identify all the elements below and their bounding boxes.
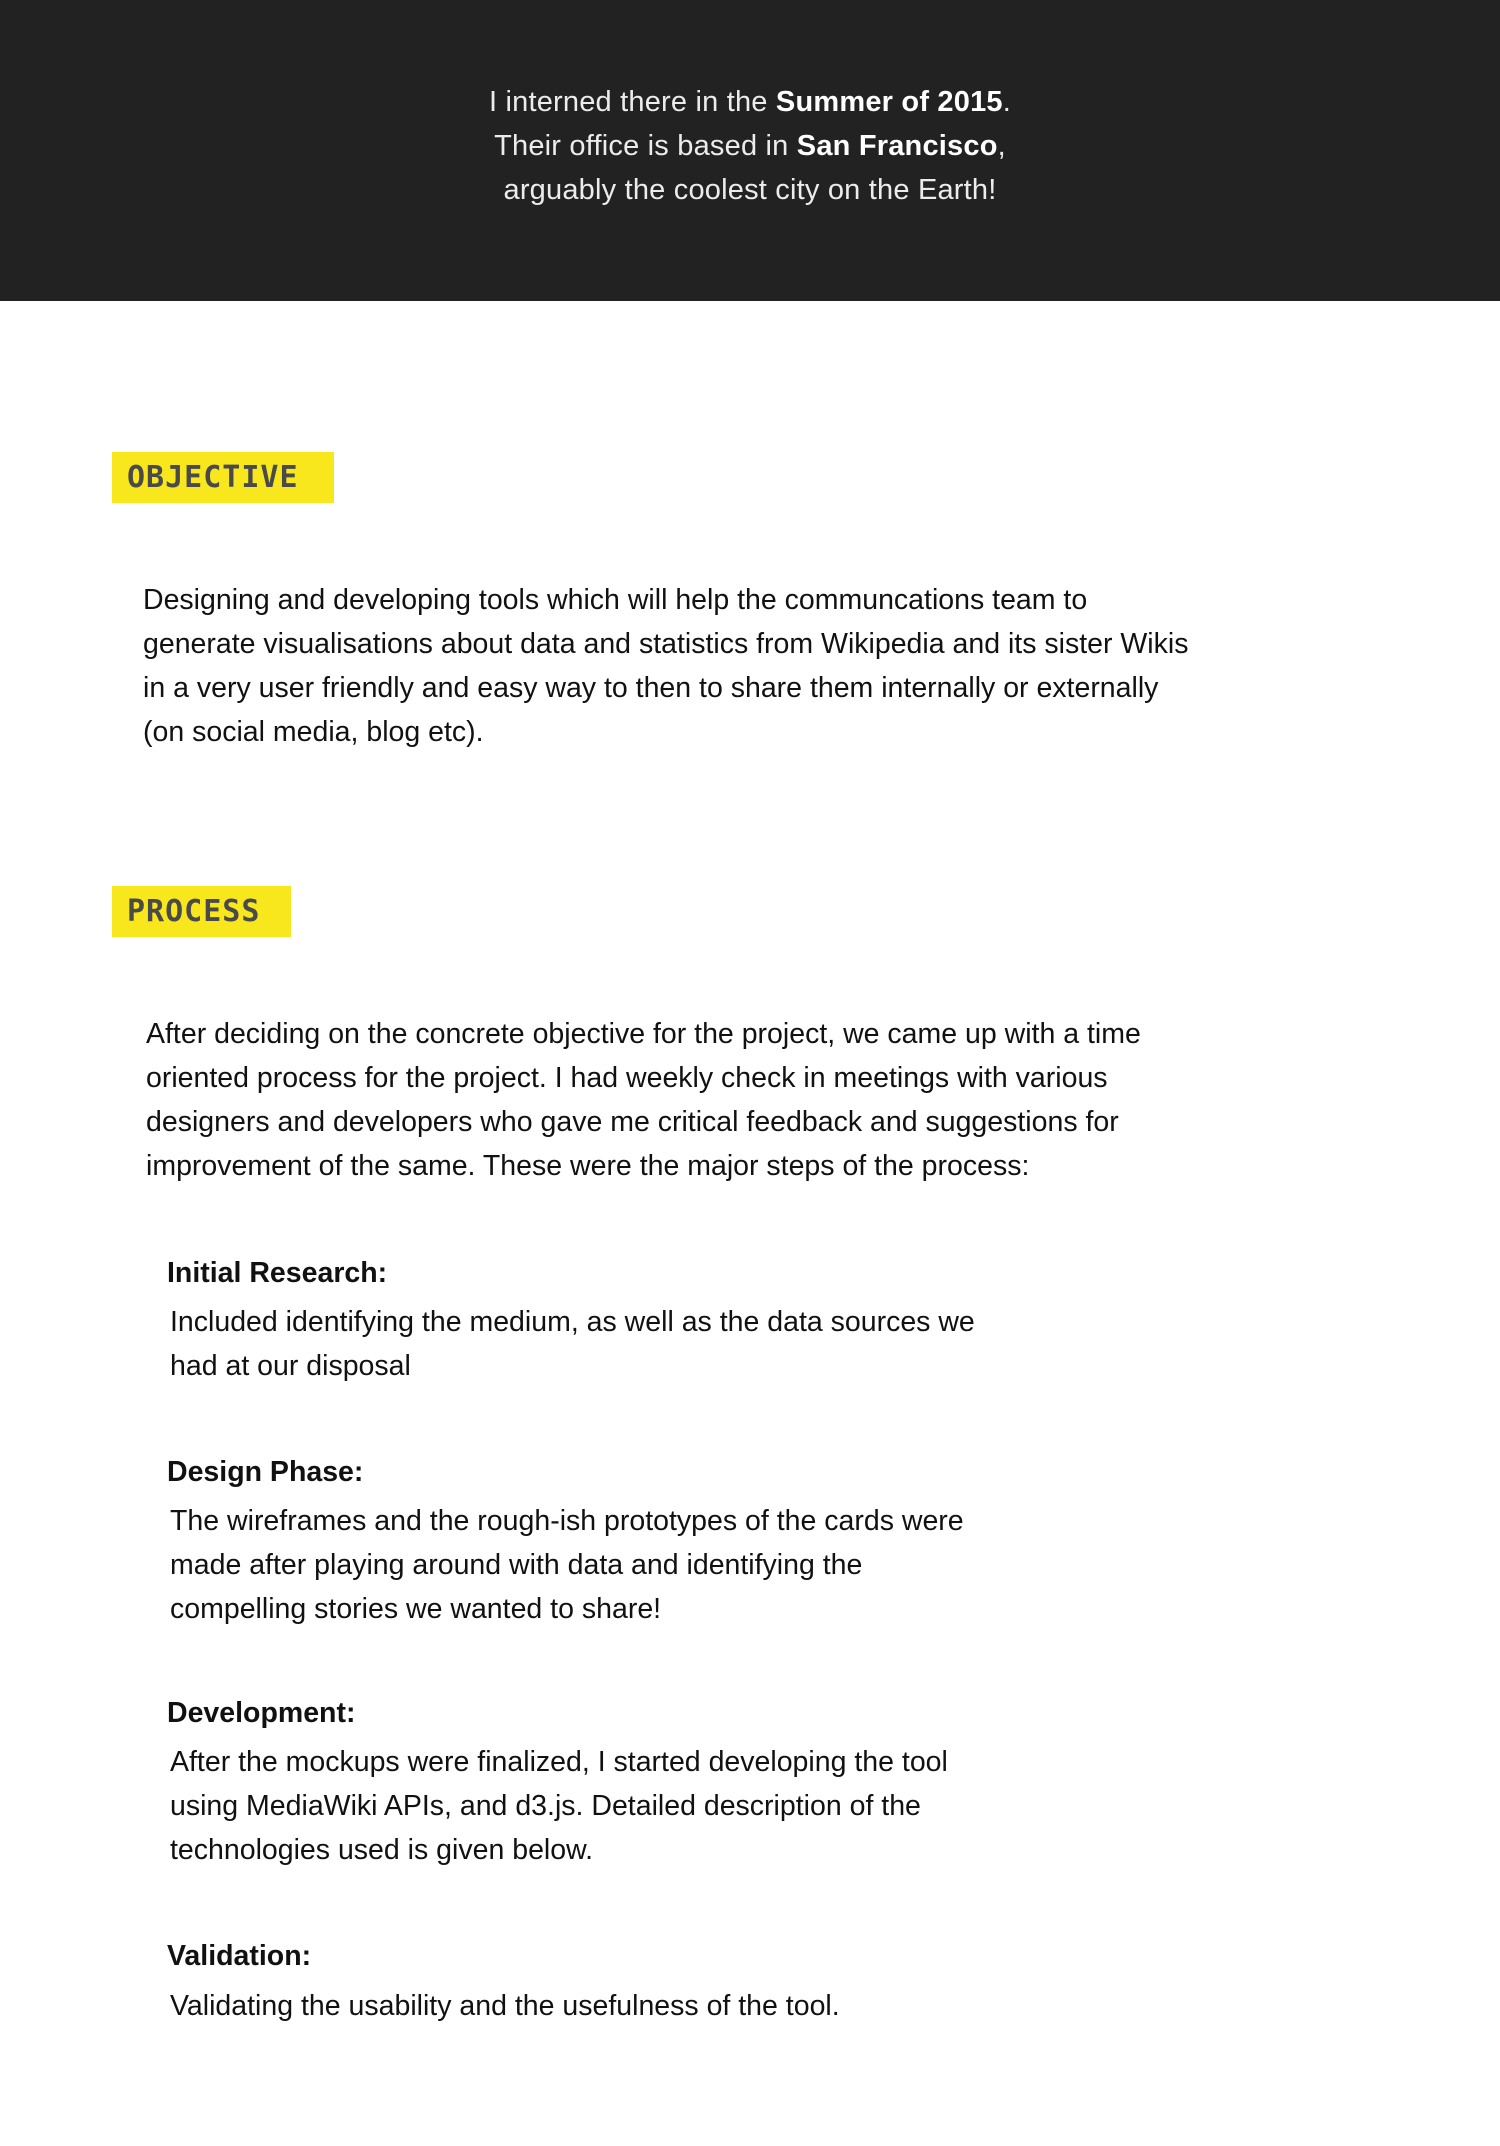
step-line: After the mockups were finalized, I started developing the tool bbox=[170, 1746, 948, 1778]
intro-banner bbox=[0, 0, 1500, 301]
intro-text-segment: Their office is based in bbox=[494, 130, 797, 162]
paragraph-line: in a very user friendly and easy way to then to share them internally or externally bbox=[143, 672, 1159, 704]
paragraph-line: oriented process for the project. I had weekly check in meetings with various bbox=[146, 1062, 1108, 1094]
intro-line-1 bbox=[0, 80, 1500, 124]
intro-text-segment: , bbox=[997, 130, 1006, 162]
intro-line-3: arguably the coolest city on the Earth! bbox=[503, 174, 997, 206]
intro-text bbox=[0, 80, 1500, 212]
paragraph-line: generate visualisations about data and statistics from Wikipedia and its sister Wikis bbox=[143, 628, 1189, 660]
intro-highlight-date: Summer of 2015 bbox=[775, 86, 1003, 118]
step-line: using MediaWiki APIs, and d3.js. Detailed description of the bbox=[170, 1790, 921, 1822]
process-heading: PROCESS bbox=[112, 886, 291, 937]
intro-text-segment: I interned there in the bbox=[488, 86, 776, 118]
paragraph-line: improvement of the same. These were the major steps of the process: bbox=[146, 1150, 1030, 1182]
paragraph-line: After deciding on the concrete objective for the project, we came up with a time bbox=[146, 1018, 1141, 1050]
step-line: made after playing around with data and identifying the bbox=[170, 1549, 863, 1581]
step-line: Included identifying the medium, as well as the data sources we bbox=[170, 1306, 975, 1338]
step-body-initial-research bbox=[170, 1300, 1170, 1388]
step-line: Validating the usability and the usefulness of the tool. bbox=[170, 1990, 840, 2022]
objective-paragraph bbox=[143, 578, 1383, 754]
intro-text-segment: . bbox=[1002, 86, 1012, 118]
intro-line-2 bbox=[0, 124, 1500, 168]
step-title-design-phase: Design Phase: bbox=[167, 1456, 364, 1488]
objective-heading: OBJECTIVE bbox=[112, 452, 334, 503]
step-title-development: Development: bbox=[167, 1697, 356, 1729]
step-line: had at our disposal bbox=[170, 1350, 411, 1382]
step-line: technologies used is given below. bbox=[170, 1834, 594, 1866]
step-body-design-phase bbox=[170, 1499, 1170, 1631]
paragraph-line: designers and developers who gave me critical feedback and suggestions for bbox=[146, 1106, 1119, 1138]
paragraph-line: Designing and developing tools which will help the communcations team to bbox=[143, 584, 1088, 616]
step-body-development bbox=[170, 1740, 1170, 1872]
paragraph-line: (on social media, blog etc). bbox=[143, 716, 484, 748]
step-line: compelling stories we wanted to share! bbox=[170, 1593, 662, 1625]
step-body-validation bbox=[170, 1984, 1170, 2028]
intro-highlight-city: San Francisco bbox=[796, 130, 998, 162]
step-line: The wireframes and the rough-ish prototypes of the cards were bbox=[170, 1505, 964, 1537]
process-paragraph bbox=[146, 1012, 1386, 1188]
step-title-validation: Validation: bbox=[167, 1940, 312, 1972]
step-title-initial-research: Initial Research: bbox=[167, 1257, 388, 1289]
